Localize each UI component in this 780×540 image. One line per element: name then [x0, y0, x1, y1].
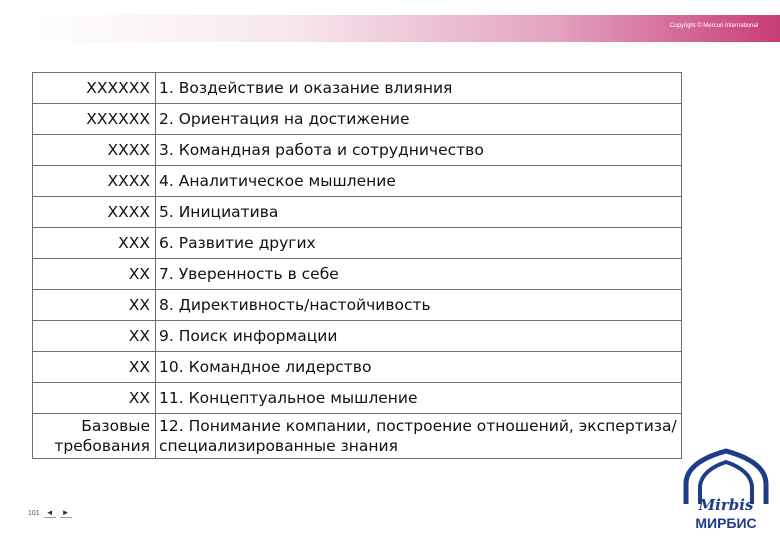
- page-number: 101: [28, 509, 40, 517]
- level-cell: XXXX: [33, 135, 156, 166]
- level-cell: XXXXXX: [33, 104, 156, 135]
- competency-cell: 1. Воздействие и оказание влияния: [156, 73, 682, 104]
- competency-cell: 5. Инициатива: [156, 197, 682, 228]
- table-row: [33, 414, 682, 459]
- level-cell: XXXX: [33, 197, 156, 228]
- next-slide-icon[interactable]: ►: [61, 508, 70, 517]
- table-row: [33, 166, 682, 197]
- table-row: [33, 197, 682, 228]
- level-cell: XXXX: [33, 166, 156, 197]
- header-band: [30, 15, 780, 42]
- level-cell: XX: [33, 290, 156, 321]
- competency-cell: 2. Ориентация на достижение: [156, 104, 682, 135]
- logo-caption: МИРБИС: [695, 515, 757, 531]
- level-cell: Базовые требования: [33, 414, 156, 459]
- table-row: [33, 321, 682, 352]
- competency-cell: 9. Поиск информации: [156, 321, 682, 352]
- competency-table: [32, 72, 682, 459]
- competency-cell: 4. Аналитическое мышление: [156, 166, 682, 197]
- copyright-text: Copyright © Mercuri International: [669, 23, 758, 29]
- table-row: [33, 259, 682, 290]
- table-row: [33, 73, 682, 104]
- mirbis-logo: [678, 448, 774, 534]
- table-row: [33, 104, 682, 135]
- table-row: [33, 383, 682, 414]
- table-row: [33, 135, 682, 166]
- level-cell: XX: [33, 259, 156, 290]
- level-cell: XX: [33, 321, 156, 352]
- competency-cell: 12. Понимание компании, построение отношений, экспертиза/специализированные знания: [156, 414, 682, 459]
- level-cell: XXXXXX: [33, 73, 156, 104]
- prev-slide-icon[interactable]: ◄: [45, 508, 54, 517]
- table-row: [33, 352, 682, 383]
- level-cell: XXX: [33, 228, 156, 259]
- competency-cell: 8. Директивность/настойчивость: [156, 290, 682, 321]
- table-row: [33, 228, 682, 259]
- logo-script-text: Mirbis: [698, 496, 754, 514]
- competency-cell: 7. Уверенность в себе: [156, 259, 682, 290]
- level-cell: XX: [33, 383, 156, 414]
- competency-cell: 6. Развитие других: [156, 228, 682, 259]
- competency-cell: 10. Командное лидерство: [156, 352, 682, 383]
- competency-cell: 11. Концептуальное мышление: [156, 383, 682, 414]
- competency-cell: 3. Командная работа и сотрудничество: [156, 135, 682, 166]
- table-row: [33, 290, 682, 321]
- slide-pager: [28, 508, 72, 518]
- level-cell: XX: [33, 352, 156, 383]
